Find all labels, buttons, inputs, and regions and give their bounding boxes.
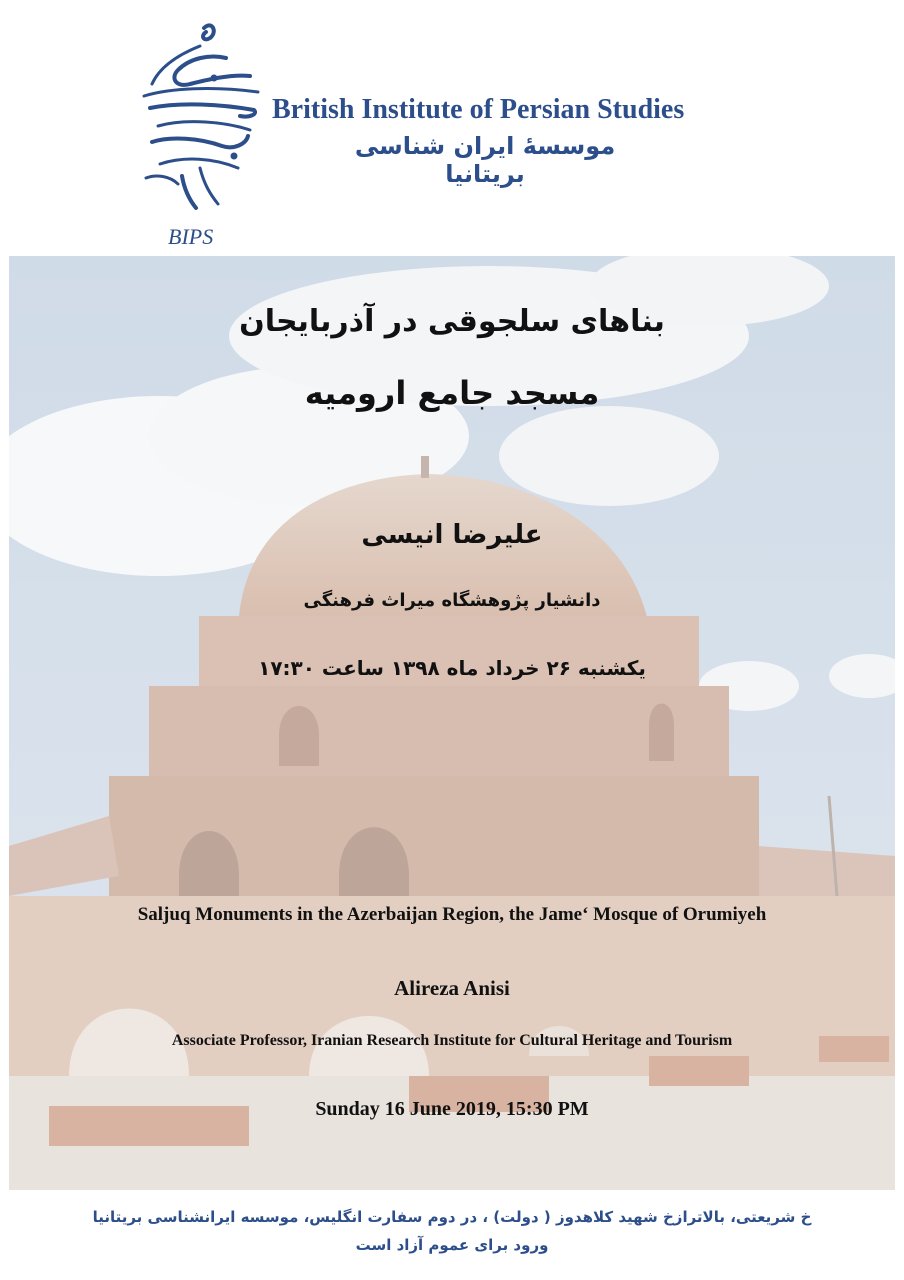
title-fa-line2: مسجد جامع ارومیه: [304, 374, 600, 412]
logo-caption: BIPS: [168, 224, 214, 249]
footer: [0, 1190, 904, 1280]
footer-address: خ شریعتی، بالاترازخ شهید کلاهدوز ( دولت) ، در دوم سفارت انگلیس، موسسه ایرانشناسی بریتانیا: [92, 1208, 812, 1226]
header: [0, 0, 904, 256]
speaker-en: Alireza Anisi: [394, 976, 510, 1000]
position-en: Associate Professor, Iranian Research Institute for Cultural Heritage and Tourism: [171, 1032, 733, 1049]
position-fa: دانشیار پژوهشگاه میراث فرهنگی: [303, 590, 601, 611]
footer-entry-note: ورود برای عموم آزاد است: [355, 1236, 549, 1254]
title-fa-line1: بناهای سلجوقی در آذربایجان: [239, 304, 665, 339]
mosque-photo-background: [9, 256, 895, 1190]
date-en: Sunday 16 June 2019, 15:30 PM: [315, 1098, 589, 1120]
title-en: Saljuq Monuments in the Azerbaijan Region, the Jame‘ Mosque of Orumiyeh: [137, 904, 767, 925]
institute-name-en: British Institute of Persian Studies: [272, 94, 685, 125]
institute-name-fa: موسسهٔ ایران شناسی بریتانیا: [354, 132, 616, 188]
bips-calligraphy-logo-icon: [130, 18, 270, 218]
speaker-fa: علیرضا انیسی: [361, 520, 543, 550]
date-fa: یکشنبه ۲۶ خرداد ماه ۱۳۹۸ ساعت ۱۷:۳۰: [258, 656, 646, 680]
